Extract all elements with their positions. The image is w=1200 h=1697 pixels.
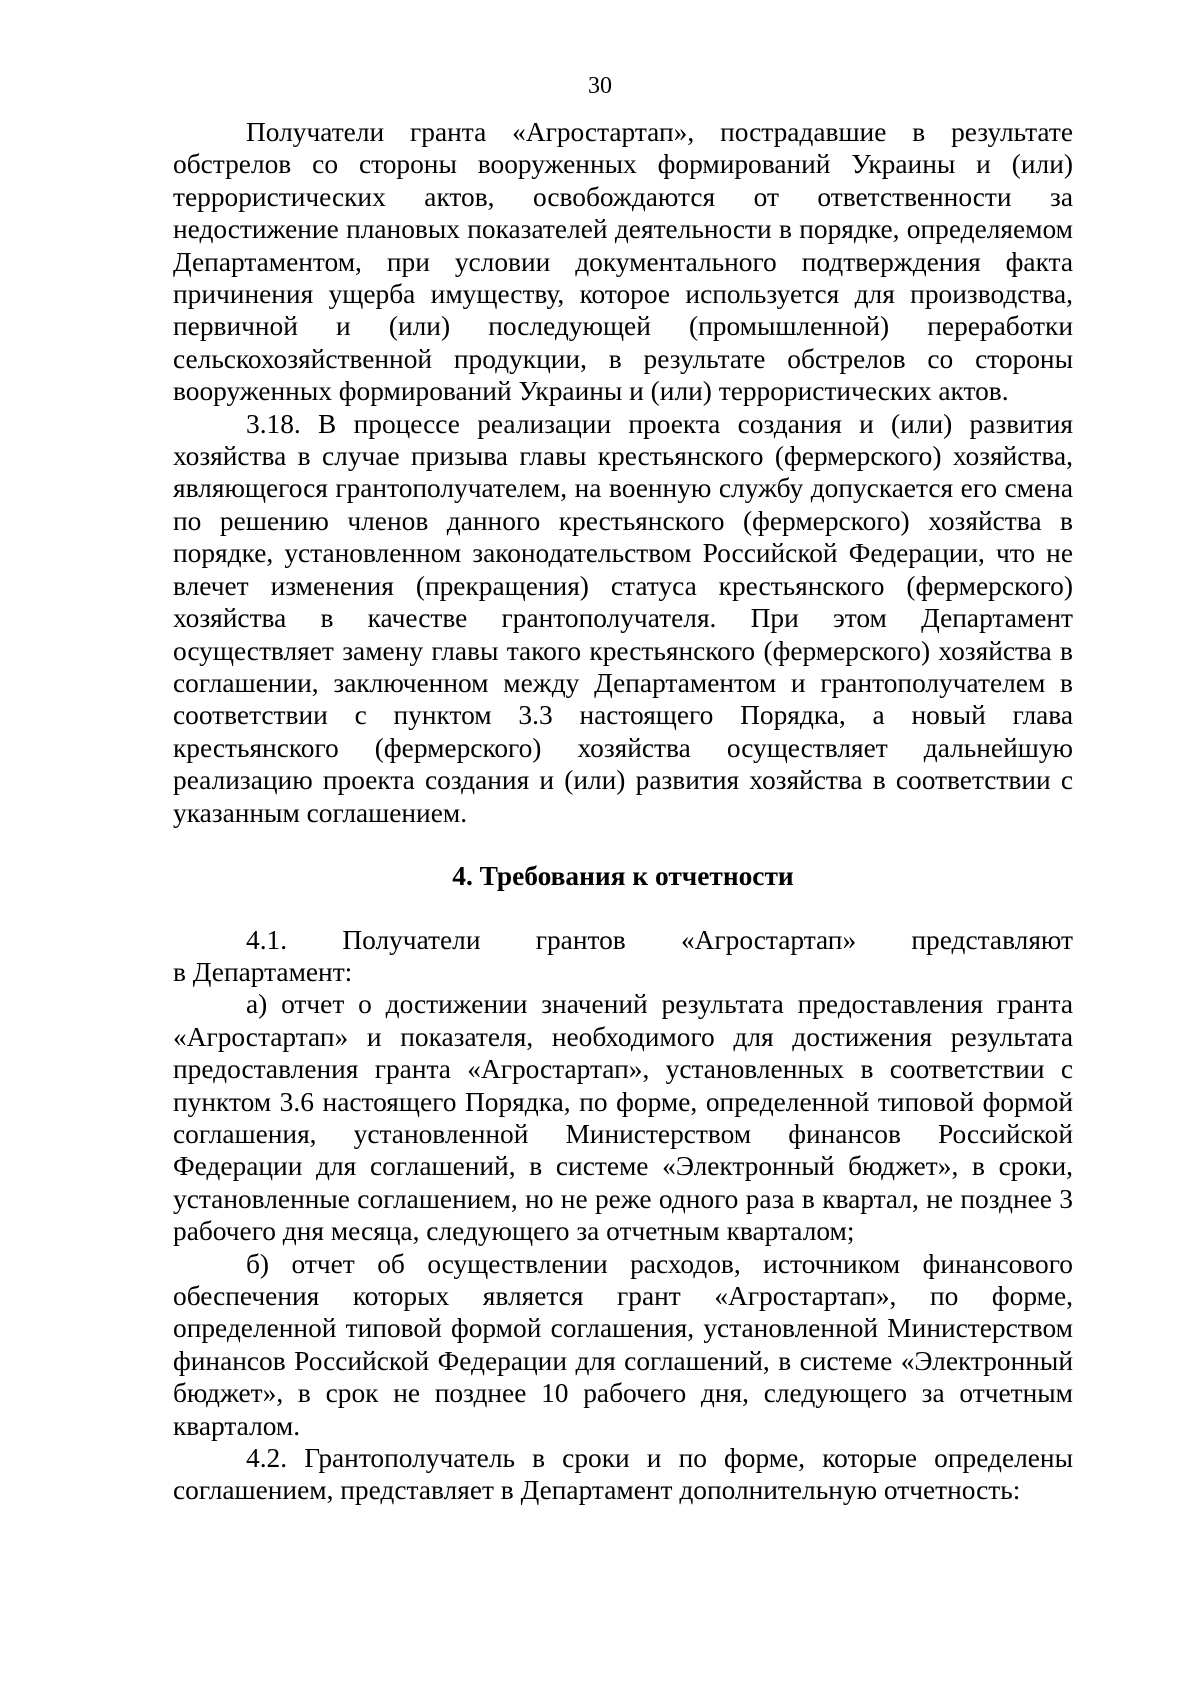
paragraph-4-1-b: б) отчет об осуществлении расходов, источником финансового обеспечения которых является грант «Агростартап», по форме, определенной типовой формой соглашения, установленной Министерством финансов Российской Федерации для соглашений, в системе «Электронный бюджет», в срок не позднее 10 рабочего дня, следующего за отчетным кварталом. — [173, 1248, 1073, 1441]
paragraph-4-1 — [173, 924, 1073, 956]
paragraph-4-1-a: а) отчет о достижении значений результата предоставления гранта «Агростартап» и показателя, необходимого для достижения результата предоставления гранта «Агростартап», установленных в соответствии с пунктом 3.6 настоящего Порядка, по форме, определенной типовой формой соглашения, установленной Министерством финансов Российской Федерации для соглашений, в системе «Электронный бюджет», в сроки, установленные соглашением, но не реже одного раза в квартал, не позднее 3 рабочего дня месяца, следующего за отчетным кварталом; — [173, 989, 1073, 1247]
document-body — [173, 116, 1073, 1507]
section-heading: 4. Требования к отчетности — [452, 860, 794, 891]
paragraph-3-18: 3.18. В процессе реализации проекта создания и (или) развития хозяйства в случае призыва главы крестьянского (фермерского) хозяйства, являющегося грантополучателем, на военную службу допускается его смена по решению членов данного крестьянского (фермерского) хозяйства в порядке, установленном законодательством Российской Федерации, что не влечет изменения (прекращения) статуса крестьянского (фермерского) хозяйства в качестве грантополучателя. При этом Департамент осуществляет замену главы такого крестьянского (фермерского) хозяйства в соглашении, заключенном между Департаментом и грантополучателем в соответствии с пунктом 3.3 настоящего Порядка, а новый глава крестьянского (фермерского) хозяйства осуществляет дальнейшую реализацию проекта создания и (или) развития хозяйства в соответствии с указанным соглашением. — [173, 408, 1073, 828]
paragraph-damage-exemption: Получатели гранта «Агростартап», пострадавшие в результате обстрелов со стороны вооруженных формирований Украины и (или) террористических актов, освобождаются от ответственности за недостижение плановых показателей деятельности в порядке, определяемом Департаментом, при условии документального подтверждения факта причинения ущерба имуществу, которое используется для производства, первичной и (или) последующей (промышленной) переработки сельскохозяйственной продукции, в результате обстрелов со стороны вооруженных формирований Украины и (или) террористических актов. — [173, 117, 1073, 407]
paragraph-4-1-line1: 4.1. Получатели грантов «Агростартап» представляют — [246, 924, 1073, 955]
page-number: 30 — [588, 73, 612, 99]
paragraph-4-2: 4.2. Грантополучатель в сроки и по форме, которые определены соглашением, представляет в Департамент дополнительную отчетность: — [173, 1443, 1073, 1506]
paragraph-4-1-continuation: в Департамент: — [173, 956, 353, 987]
